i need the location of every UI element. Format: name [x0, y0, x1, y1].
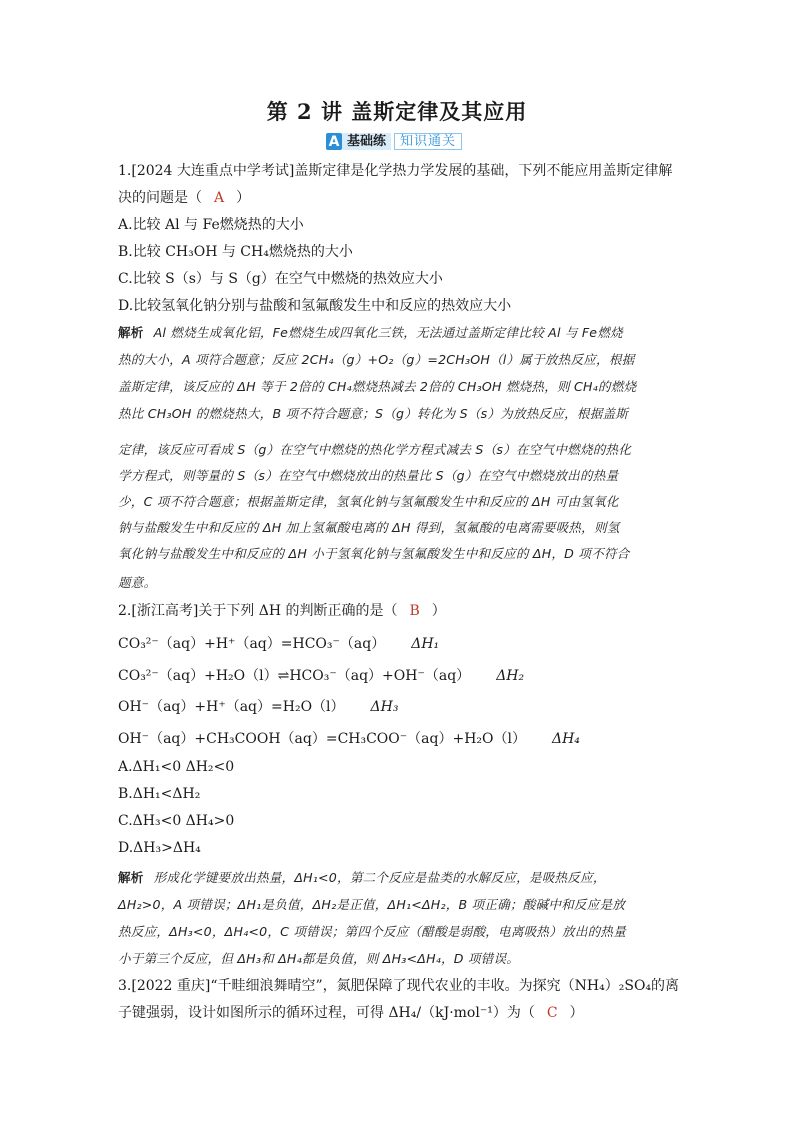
q1-option-a: A.比较 Al 与 Fe燃烧热的大小	[118, 217, 304, 233]
q3-stem-line2	[118, 1002, 584, 1022]
q2-option-a: A.ΔH₁<0 ΔH₂<0	[118, 759, 235, 775]
q1-explanation-line: 盖斯定律，该反应的 ΔH 等于 2倍的 CH₄燃烧热减去 2倍的 CH₃OH 燃烧热，则 CH₄的燃烧	[118, 379, 637, 394]
q1-option-d: D.比较氢氧化钠分别与盐酸和氢氟酸发生中和反应的热效应大小	[118, 298, 512, 314]
q3-stem-pre: 子键强弱，设计如图所示的循环过程，可得 ΔH₄/（kJ·mol⁻¹）为（	[118, 1005, 535, 1021]
q2-equation-4: OH⁻（aq）+CH₃COOH（aq）=CH₃COO⁻（aq）+H₂O（l） ΔH₄	[118, 731, 580, 747]
section-badge	[326, 133, 462, 150]
q1-stem-line2	[118, 187, 250, 207]
q1-answer: A	[214, 190, 225, 206]
q1-explanation-line: 热比 CH₃OH 的燃烧热大，B 项不符合题意；S（g）转化为 S（s）为放热反应，根据盖斯	[118, 406, 629, 421]
badge-sub-label: 知识通关	[394, 133, 462, 150]
q2-stem-pre: 2.[浙江高考]关于下列 ΔH 的判断正确的是（	[118, 603, 398, 619]
q3-answer: C	[546, 1005, 558, 1021]
q1-option-b: B.比较 CH₃OH 与 CH₄燃烧热的大小	[118, 244, 353, 260]
q2-stem	[118, 600, 446, 620]
q1-explanation-line: 解析 Al 燃烧生成氧化铝，Fe燃烧生成四氧化三铁，无法通过盖斯定律比较 Al 与 Fe燃烧	[118, 325, 623, 340]
q3-stem-post: ）	[569, 1005, 584, 1021]
q2-explanation-line: ΔH₂>0，A 项错误；ΔH₁是负值，ΔH₂是正值，ΔH₁<ΔH₂，B 项正确；酸碱中和反应是放	[118, 897, 626, 912]
q2-option-b: B.ΔH₁<ΔH₂	[118, 786, 201, 802]
q1-stem-pre: 决的问题是（	[118, 190, 202, 206]
q1-stem-line1: 1.[2024 大连重点中学考试]盖斯定律是化学热力学发展的基础，下列不能应用盖斯定律解	[118, 163, 673, 179]
q3-stem-line1: 3.[2022 重庆]“千畦细浪舞晴空”，氮肥保障了现代农业的丰收。为探究（NH₄）₂SO₄的离	[118, 978, 680, 994]
q2-answer: B	[409, 603, 420, 619]
q2-explanation-label: 解析	[118, 870, 144, 885]
q2-explanation-line: 解析 形成化学键要放出热量，ΔH₁<0，第二个反应是盐类的水解反应，是吸热反应，	[118, 870, 606, 885]
q1-option-c: C.比较 S（s）与 S（g）在空气中燃烧的热效应大小	[118, 271, 443, 287]
q1-explanation-line: 氧化钠与盐酸发生中和反应的 ΔH 小于氢氧化钠与氢氟酸发生中和反应的 ΔH，D 项不符合	[118, 546, 630, 561]
q1-stem-post: ）	[236, 190, 251, 206]
q2-equation-1: CO₃²⁻（aq）+H⁺（aq）=HCO₃⁻（aq） ΔH₁	[118, 636, 440, 652]
q2-stem-post: ）	[431, 603, 446, 619]
q1-explanation-line: 题意。	[118, 575, 157, 590]
q2-option-d: D.ΔH₃>ΔH₄	[118, 840, 201, 856]
q2-option-c: C.ΔH₃<0 ΔH₄>0	[118, 813, 235, 829]
q1-explanation-line: 学方程式，则等量的 S（s）在空气中燃烧放出的热量比 S（g）在空气中燃烧放出的热量	[118, 468, 619, 483]
badge-letter: A	[326, 133, 342, 150]
q1-explanation-label: 解析	[118, 325, 144, 340]
q2-explanation-line: 小于第三个反应，但 ΔH₃和 ΔH₄都是负值，则 ΔH₃<ΔH₄，D 项错误。	[118, 951, 520, 966]
q2-explanation-line: 热反应，ΔH₃<0，ΔH₄<0，C 项错误；第四个反应（醋酸是弱酸，电离吸热）放出的热量	[118, 924, 626, 939]
q1-explanation-line: 定律，该反应可看成 S（g）在空气中燃烧的热化学方程式减去 S（s）在空气中燃烧的热化	[118, 442, 632, 457]
page-title: 第 2 讲 盖斯定律及其应用	[266, 99, 528, 124]
q1-explanation-line: 热的大小，A 项符合题意；反应 2CH₄（g）+O₂（g）=2CH₃OH（l）属于放热反应，根据	[118, 352, 635, 367]
q2-equation-3: OH⁻（aq）+H⁺（aq）=H₂O（l） ΔH₃	[118, 699, 399, 715]
badge-main-label: 基础练	[342, 133, 391, 150]
q1-explanation-line: 少，C 项不符合题意；根据盖斯定律，氢氧化钠与氢氟酸发生中和反应的 ΔH 可由氢氧化	[118, 494, 619, 509]
q2-equation-2: CO₃²⁻（aq）+H₂O（l）⇌HCO₃⁻（aq）+OH⁻（aq） ΔH₂	[118, 668, 525, 684]
q1-explanation-line: 钠与盐酸发生中和反应的 ΔH 加上氢氟酸电离的 ΔH 得到，氢氟酸的电离需要吸热，则氢	[118, 520, 620, 535]
